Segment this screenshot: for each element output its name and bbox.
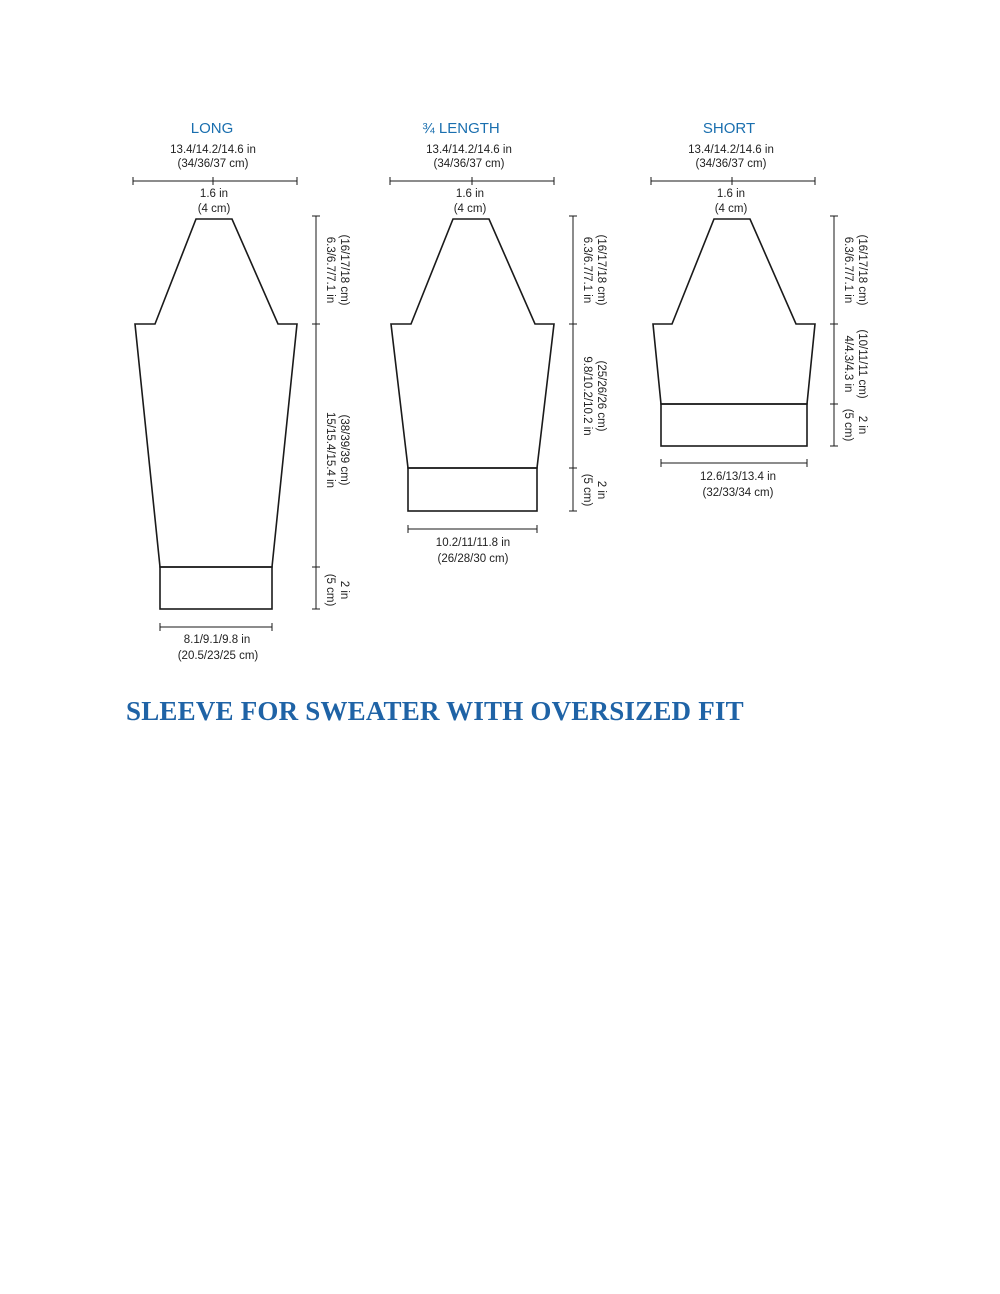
long-sleeve-group (133, 120, 350, 662)
three-quarter-cap-height-cm: (16/17/18 cm) (595, 234, 607, 306)
three-quarter-body-height-in: 9.8/10.2/10.2 in (581, 356, 593, 436)
long-sleeve-outline (135, 219, 297, 567)
three-quarter-bottom-width-in: 10.2/11/11.8 in (435, 537, 511, 549)
short-bottom-width-cm: (32/33/34 cm) (702, 487, 774, 499)
three-quarter-cuff-height-in: 2 in (595, 480, 607, 500)
three-quarter-top-width-cm: (34/36/37 cm) (433, 158, 505, 170)
three-quarter-cuff-band (408, 468, 537, 511)
long-cap-top-in: 1.6 in (199, 188, 229, 200)
three-quarter-sleeve-group (390, 120, 607, 565)
three-quarter-bottom-width-cm: (26/28/30 cm) (437, 553, 509, 565)
long-bottom-width-cm: (20.5/23/25 cm) (177, 650, 259, 662)
three-quarter-top-width-in: 13.4/14.2/14.6 in (426, 144, 512, 156)
three-quarter-cuff-height-cm: (5 cm) (581, 473, 593, 507)
long-cap-height-in: 6.3/6.7/7.1 in (324, 236, 336, 304)
long-cap-top-cm: (4 cm) (197, 203, 231, 215)
long-cap-height-cm: (16/17/18 cm) (338, 234, 350, 306)
long-sleeve-title: LONG (190, 120, 234, 137)
long-cuff-band (160, 567, 272, 609)
short-body-height-in: 4/4.3/4.3 in (842, 335, 854, 393)
long-cuff-height-in: 2 in (338, 580, 350, 600)
short-cap-top-in: 1.6 in (716, 188, 746, 200)
long-top-width-cm: (34/36/37 cm) (177, 158, 249, 170)
short-sleeve-title: SHORT (702, 120, 756, 137)
short-vertical-dimension-line (830, 216, 838, 446)
short-cuff-band (661, 404, 807, 446)
short-sleeve-outline (653, 219, 815, 404)
three-quarter-top-width-dimension-line (390, 177, 554, 185)
long-vertical-dimension-line (312, 216, 320, 609)
three-quarter-sleeve-outline (391, 219, 554, 468)
short-top-width-cm: (34/36/37 cm) (695, 158, 767, 170)
short-cuff-height-cm: (5 cm) (842, 408, 854, 442)
short-cuff-height-in: 2 in (856, 415, 868, 435)
three-quarter-cap-top-cm: (4 cm) (453, 203, 487, 215)
short-top-width-dimension-line (651, 177, 815, 185)
long-top-width-in: 13.4/14.2/14.6 in (170, 144, 256, 156)
page-title: SLEEVE FOR SWEATER WITH OVERSIZED FIT (126, 696, 744, 726)
three-quarter-sleeve-title: ¾ LENGTH (422, 120, 500, 137)
three-quarter-cap-top-in: 1.6 in (455, 188, 485, 200)
short-top-width-in: 13.4/14.2/14.6 in (688, 144, 774, 156)
three-quarter-vertical-dimension-line (569, 216, 577, 511)
three-quarter-cap-height-in: 6.3/6.7/7.1 in (581, 236, 593, 304)
short-body-height-cm: (10/11/11 cm) (856, 329, 868, 399)
short-sleeve-group (651, 120, 868, 499)
short-cap-height-in: 6.3/6.7/7.1 in (842, 236, 854, 304)
short-cap-height-cm: (16/17/18 cm) (856, 234, 868, 306)
long-body-height-cm: (38/39/39 cm) (338, 414, 350, 486)
short-cap-top-cm: (4 cm) (714, 203, 748, 215)
short-bottom-width-dimension-line (661, 459, 807, 467)
three-quarter-body-height-cm: (25/26/26 cm) (595, 360, 607, 432)
long-bottom-width-dimension-line (160, 623, 272, 631)
long-cuff-height-cm: (5 cm) (324, 573, 336, 607)
short-bottom-width-in: 12.6/13/13.4 in (699, 471, 777, 483)
three-quarter-bottom-width-dimension-line (408, 525, 537, 533)
long-top-width-dimension-line (133, 177, 297, 185)
long-body-height-in: 15/15.4/15.4 in (324, 411, 336, 489)
long-bottom-width-in: 8.1/9.1/9.8 in (183, 634, 251, 646)
